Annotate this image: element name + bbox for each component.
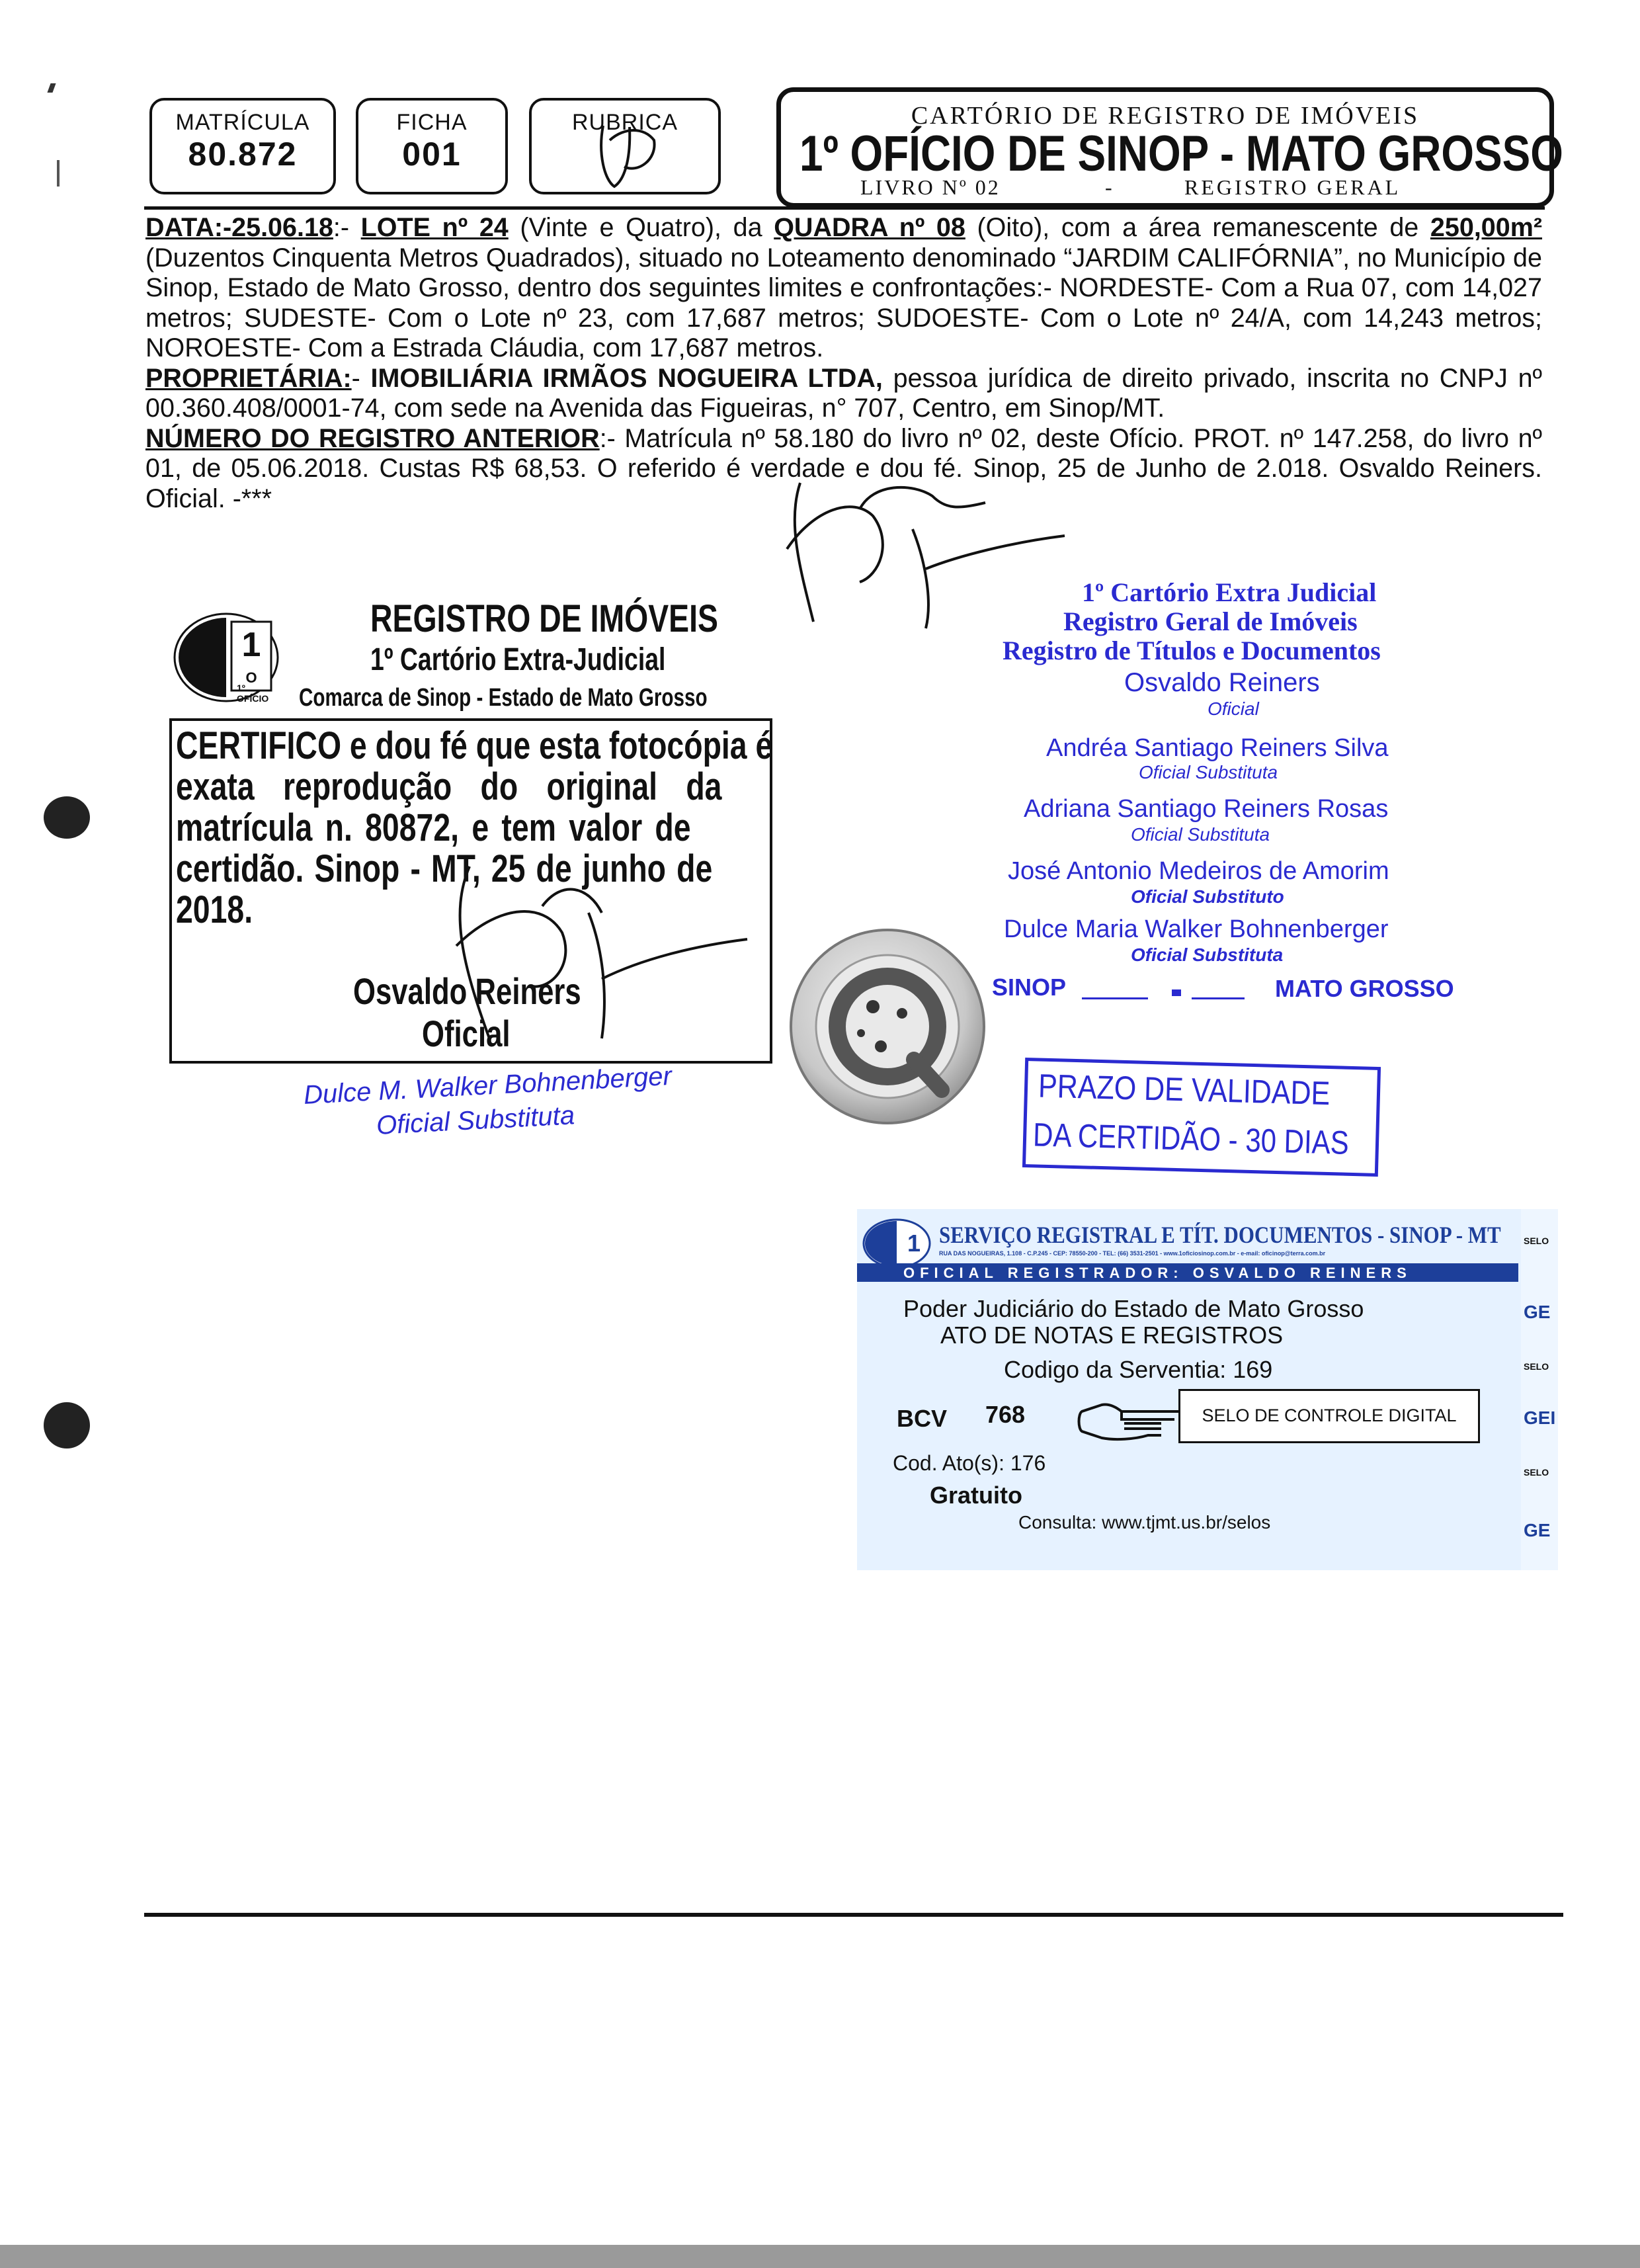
validity-line-2: DA CERTIDÃO - 30 DIAS — [1032, 1116, 1350, 1161]
selo-line-5: Gratuito — [930, 1482, 1022, 1509]
selo-code-b: 768 — [985, 1401, 1026, 1428]
stamp-line-9: Oficial Substituta — [1131, 824, 1270, 845]
margin-mark — [57, 160, 60, 187]
margin-mark — [47, 83, 56, 93]
data-label: DATA:-25.06.18 — [145, 213, 333, 242]
certificate-line-2: exata reprodução do original da — [176, 765, 722, 808]
selo-address: RUA DAS NOGUEIRAS, 1.108 - C.P.245 - CEP: 78550-200 - TEL: (66) 3531-2501 - www.1oficiosinop.com.br - e-mail: oficinop@terra.com.br — [939, 1250, 1326, 1257]
selo-side-6: GE — [1524, 1520, 1551, 1540]
certificate-signer: Osvaldo Reiners — [353, 970, 581, 1012]
area-label: 250,00m² — [1430, 213, 1543, 242]
stamp-line-3: Registro de Títulos e Documentos — [1003, 636, 1381, 665]
cartorio-registro: REGISTRO GERAL — [1184, 175, 1401, 199]
stamp-line-4: Osvaldo Reiners — [1124, 668, 1320, 697]
stamp-line-7: Oficial Substituta — [1139, 762, 1278, 782]
svg-text:O: O — [245, 669, 257, 686]
record-text — [145, 213, 1542, 514]
certificate-line-4: certidão. Sinop - MT, 25 de junho de — [176, 847, 713, 890]
selo-line-4: Cod. Ato(s): 176 — [893, 1451, 1046, 1475]
matricula-label: MATRÍCULA — [175, 110, 310, 135]
selo-controle-box — [1178, 1389, 1480, 1443]
matricula-box — [149, 98, 336, 194]
substitute-name: Dulce M. Walker Bohnenberger — [303, 1061, 673, 1110]
stamp-line-13: Oficial Substituta — [1131, 945, 1284, 965]
stamp-dot — [1172, 989, 1181, 996]
selo-card — [857, 1209, 1558, 1570]
stamp-blank-1 — [1082, 997, 1148, 999]
record-paragraph-1: DATA:-25.06.18:- LOTE nº 24 (Vinte e Quatro), da QUADRA nº 08 (Oito), com a área remanescente de 250,00m² (Duzentos Cinquenta Metros Quadrados), situado no Loteamento denominado “JARDIM CALIFÓRNIA”, no Município de Sinop, Estado de Mato Grosso, dentro dos seguintes limites e confrontações:- NORDESTE- Com a Rua 07, com 14,027 metros; SUDESTE- Com o Lote nº 23, com 17,687 metros; SUDOESTE- Com o Lote nº 24/A, com 14,243 metros; NOROESTE- Com a Estrada Cláudia, com 17,687 metros. — [145, 213, 1543, 362]
owner-name: IMOBILIÁRIA IRMÃOS NOGUEIRA LTDA, — [370, 363, 883, 393]
ficha-box — [356, 98, 508, 194]
rubrica-signature — [532, 101, 718, 192]
selo-oficial-bar — [857, 1263, 1518, 1282]
selo-line-1: Poder Judiciário do Estado de Mato Grosso — [903, 1295, 1364, 1322]
matricula-value: 80.872 — [188, 136, 298, 173]
quality-seal — [788, 927, 987, 1126]
ficha-label: FICHA — [396, 110, 468, 135]
punch-hole-bottom — [44, 1402, 90, 1449]
selo-header: SERVIÇO REGISTRAL E TÍT. DOCUMENTOS - SINOP - MT — [939, 1222, 1501, 1248]
stamp-line-2: Registro Geral de Imóveis — [1063, 607, 1358, 636]
rubrica-label: RUBRICA — [571, 110, 678, 135]
selo-side-strip — [1521, 1209, 1558, 1570]
certificate-subtitle: 1º Cartório Extra-Judicial — [370, 642, 666, 677]
certificate-line-1: CERTIFICO e dou fé que esta fotocópia é — [176, 724, 773, 767]
punch-hole-top — [44, 796, 90, 839]
scan-edge — [0, 2245, 1640, 2268]
selo-side-2: GE — [1524, 1302, 1551, 1322]
selo-side-3: SELO — [1524, 1361, 1549, 1372]
selo-oficial: OFICIAL REGISTRADOR: OSVALDO REINERS — [903, 1265, 1412, 1281]
certificate-logo — [173, 609, 279, 706]
selo-side-4: GEI — [1524, 1407, 1556, 1428]
seal-center — [788, 1001, 987, 1009]
svg-text:1: 1 — [907, 1230, 921, 1257]
certificate-line-5: 2018. — [176, 888, 253, 931]
svg-text:1: 1 — [241, 626, 261, 664]
cartorio-header — [776, 87, 1563, 208]
substitute-role: Oficial Substituta — [376, 1101, 576, 1140]
stamp-line-14a: SINOP — [992, 974, 1067, 1001]
selo-logo-icon — [862, 1217, 931, 1270]
certificate-signer-role: Oficial — [422, 1013, 511, 1054]
validity-line-1: PRAZO DE VALIDADE — [1038, 1067, 1331, 1113]
stamp-line-12: Dulce Maria Walker Bohnenberger — [1004, 915, 1389, 943]
record-paragraph-2: PROPRIETÁRIA:- IMOBILIÁRIA IRMÃOS NOGUEIRA LTDA, pessoa jurídica de direito privado, inscrita no CNPJ nº 00.360.408/0001-74, com sede na Avenida das Figueiras, n° 707, Centro, em Sinop/MT. — [145, 363, 1542, 423]
registro-anterior-label: NÚMERO DO REGISTRO ANTERIOR — [145, 423, 600, 453]
cartorio-title: CARTÓRIO DE REGISTRO DE IMÓVEIS — [911, 102, 1420, 130]
certificate-box — [169, 718, 772, 1064]
certificate-line-3: matrícula n. 80872, e tem valor de — [176, 806, 691, 849]
header-rule — [144, 206, 1545, 210]
quadra-label: QUADRA nº 08 — [774, 213, 965, 242]
stamp-line-6: Andréa Santiago Reiners Silva — [1046, 734, 1389, 762]
logo-text: 1º OFÍCIO — [237, 683, 269, 704]
rubrica-box — [529, 98, 721, 194]
selo-logo — [862, 1217, 931, 1270]
stamp-line-5: Oficial — [1208, 698, 1259, 719]
lote-label: LOTE nº 24 — [360, 213, 509, 242]
ficha-value: 001 — [402, 136, 462, 173]
certificate-title: REGISTRO DE IMÓVEIS — [370, 597, 718, 640]
certificate-comarca: Comarca de Sinop - Estado de Mato Grosso — [299, 684, 708, 712]
selo-line-3: Codigo da Serventia: 169 — [1004, 1356, 1273, 1383]
bottom-rule — [144, 1913, 1563, 1917]
selo-line-6: Consulta: www.tjmt.us.br/selos — [1018, 1512, 1271, 1533]
stamp-blank-2 — [1192, 997, 1245, 999]
cartorio-dash: - — [1105, 175, 1112, 199]
selo-side-5: SELO — [1524, 1467, 1549, 1478]
validity-stamp — [1022, 1058, 1381, 1177]
seal-medallion-icon — [788, 927, 987, 1126]
selo-line-2: ATO DE NOTAS E REGISTROS — [940, 1322, 1284, 1349]
selo-controle-label: SELO DE CONTROLE DIGITAL — [1202, 1406, 1457, 1425]
selo-side-1: SELO — [1524, 1236, 1549, 1246]
stamp-line-11: Oficial Substituto — [1131, 886, 1284, 907]
stamp-line-10: José Antonio Medeiros de Amorim — [1008, 857, 1389, 885]
cartorio-livro: LIVRO Nº 02 — [860, 175, 1001, 199]
cartorio-office: 1º OFÍCIO DE SINOP - MATO GROSSO — [800, 126, 1563, 182]
stamp-line-1: 1º Cartório Extra Judicial — [1082, 577, 1377, 607]
stamp-line-14b: MATO GROSSO — [1275, 975, 1454, 1002]
record-paragraph-3: NÚMERO DO REGISTRO ANTERIOR:- Matrícula nº 58.180 do livro nº 02, deste Ofício. PROT. nº 147.258, do livro nº 01, de 05.06.2018. Custas R$ 68,53. O referido é verdade e dou fé. Sinop, 25 de Junho de 2.018. Osvaldo Reiners. Oficial. -*** — [145, 423, 1542, 513]
selo-code-a: BCV — [897, 1405, 948, 1432]
blue-cartorio-stamp — [992, 577, 1495, 1013]
stamp-line-8: Adriana Santiago Reiners Rosas — [1024, 795, 1389, 823]
proprietaria-label: PROPRIETÁRIA: — [145, 363, 352, 393]
pointing-hand-icon — [1075, 1392, 1194, 1451]
